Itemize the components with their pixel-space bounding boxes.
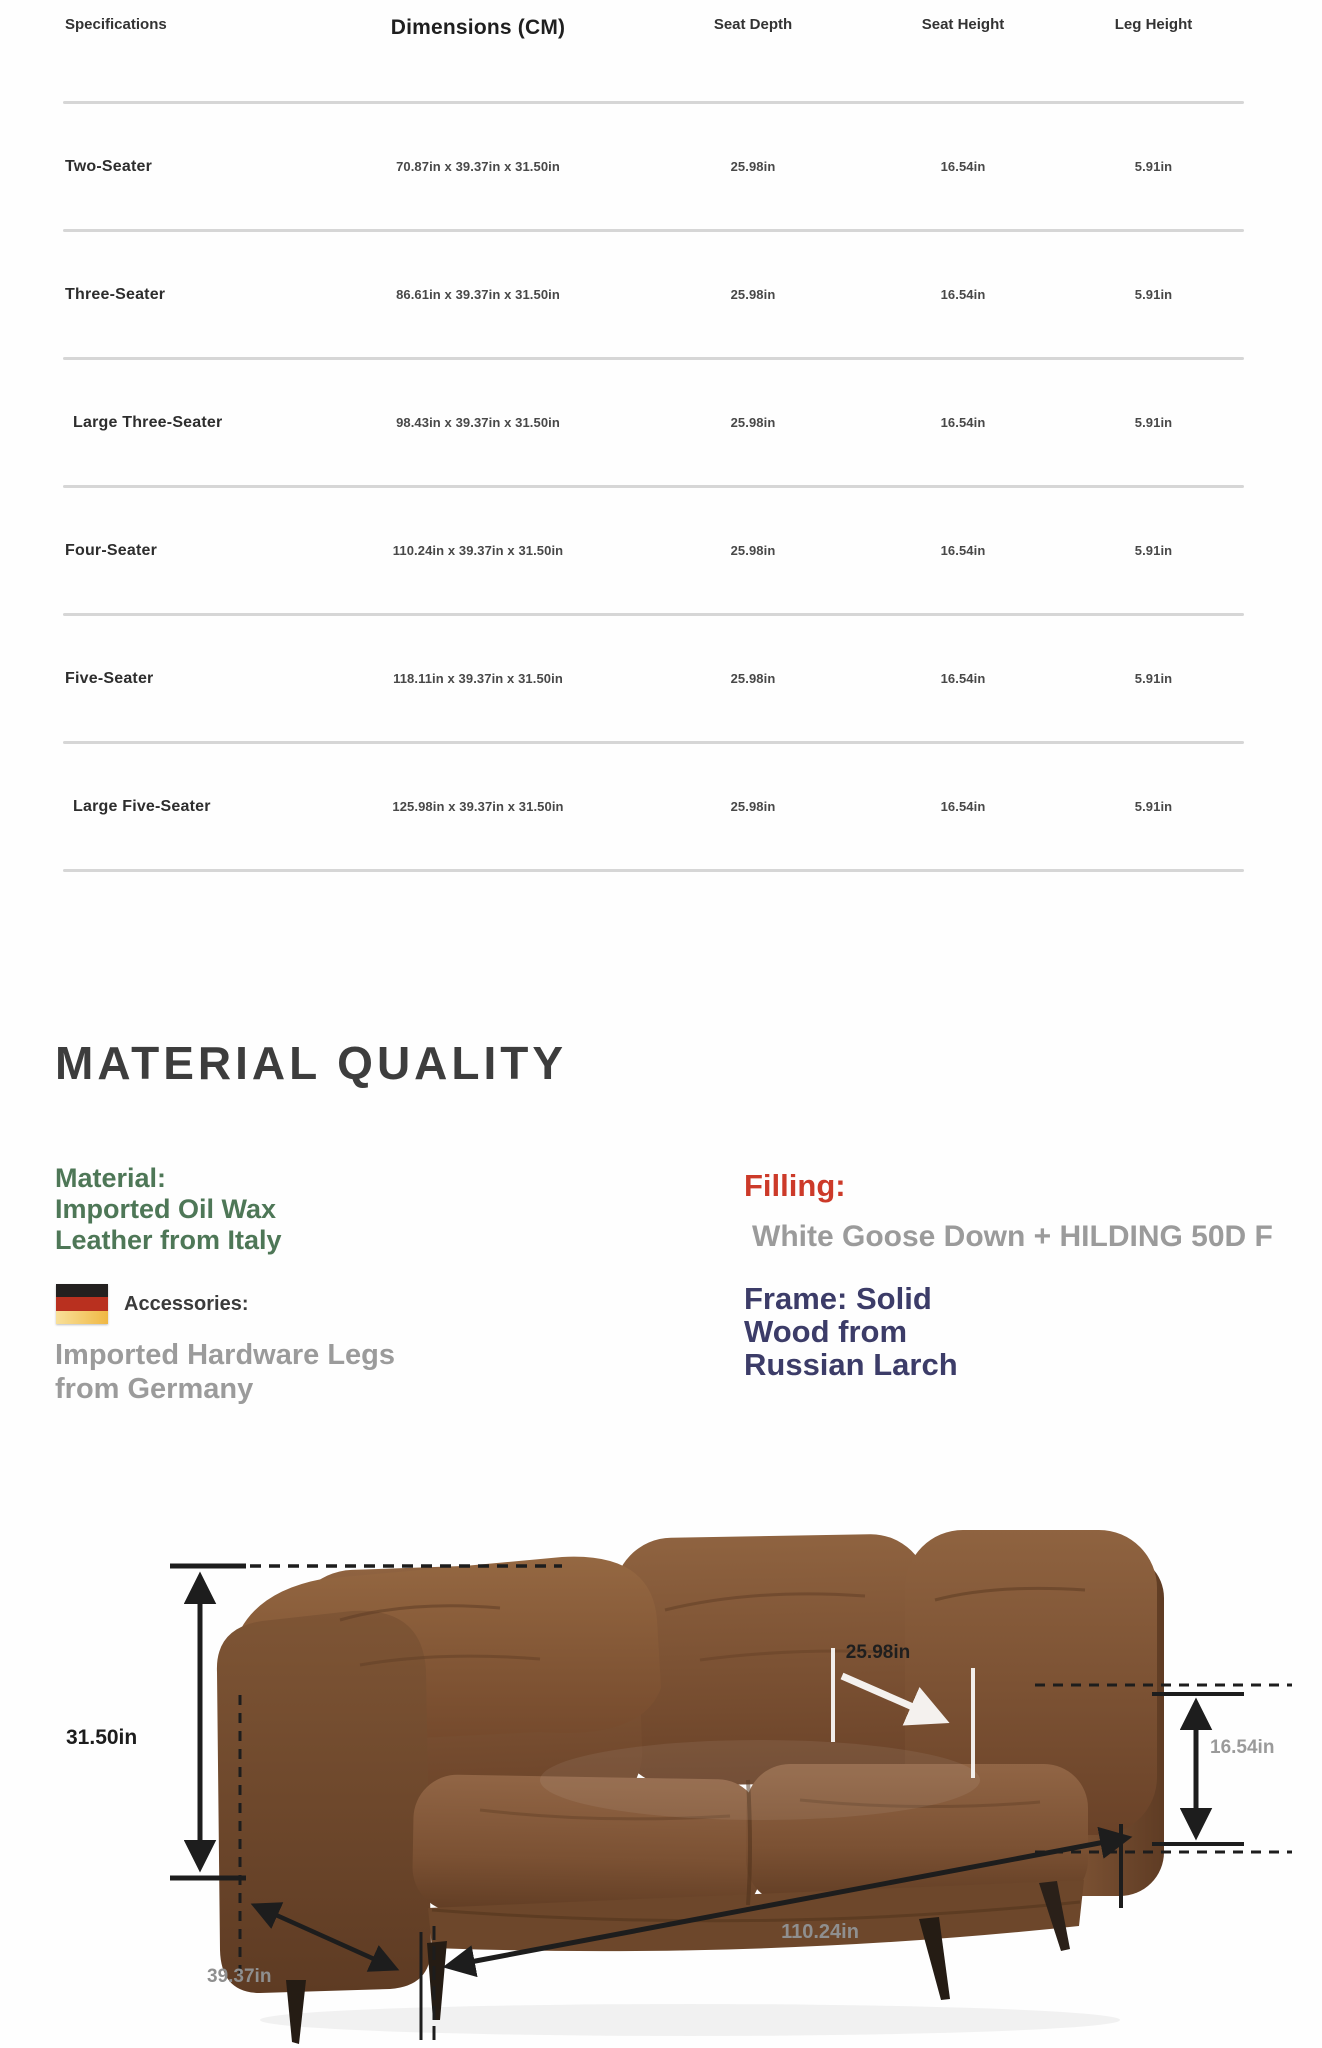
row-leg-height: 5.91in [1134,415,1173,430]
frame-line2: Wood from [744,1314,908,1349]
row-leg-height: 5.91in [1134,543,1173,558]
header-specifications: Specifications [65,16,167,33]
row-seat-depth: 25.98in [730,671,776,686]
filling-label: Filling: [744,1168,846,1203]
row-seat-depth: 25.98in [730,543,776,558]
frame-line3: Russian Larch [744,1347,958,1382]
accessories-line1: Imported Hardware Legs [55,1339,396,1371]
row-seat-height: 16.54in [940,799,986,814]
material-quality-title: MATERIAL QUALITY [55,1037,568,1089]
material-line2: Leather from Italy [55,1225,282,1255]
row-seat-depth: 25.98in [730,415,776,430]
table-row-three-seater [63,232,1244,357]
row-dimensions: 70.87in x 39.37in x 31.50in [396,159,560,174]
row-dimensions: 110.24in x 39.37in x 31.50in [392,543,564,558]
row-seat-height: 16.54in [940,415,986,430]
row-seat-height: 16.54in [940,543,986,558]
accessories-line2: from Germany [55,1373,254,1405]
header-leg-height: Leg Height [1114,16,1193,33]
row-leg-height: 5.91in [1134,671,1173,686]
row-dimensions: 98.43in x 39.37in x 31.50in [396,415,560,430]
table-row-two-seater [63,104,1244,229]
frame-block [744,1282,958,1381]
row-name: Large Five-Seater [73,797,211,815]
row-seat-height: 16.54in [940,671,986,686]
row-dimensions: 125.98in x 39.37in x 31.50in [392,799,564,814]
header-seat-depth: Seat Depth [713,16,793,33]
overall-height-label: 31.50in [66,1726,138,1749]
overall-depth-label: 39.37in [207,1966,272,1987]
table-row-five-seater [63,616,1244,741]
row-name: Three-Seater [65,285,166,303]
seat-height-label: 16.54in [1210,1737,1275,1758]
row-leg-height: 5.91in [1134,287,1173,302]
row-seat-depth: 25.98in [730,159,776,174]
material-label: Material: [55,1163,167,1193]
spec-table [63,0,1244,872]
seat-depth-label: 25.98in [845,1642,911,1663]
frame-line1: Frame: Solid [744,1281,932,1316]
accessories-label: Accessories: [124,1292,249,1315]
row-seat-depth: 25.98in [730,287,776,302]
row-name: Four-Seater [65,541,157,559]
row-leg-height: 5.91in [1134,799,1173,814]
row-name: Five-Seater [65,669,154,687]
accessories-row [56,1283,249,1325]
material-block [55,1163,282,1256]
material-line1: Imported Oil Wax [55,1194,277,1224]
header-dimensions: Dimensions (CM) [390,16,566,39]
germany-flag-icon [56,1284,108,1324]
row-dimensions: 86.61in x 39.37in x 31.50in [396,287,560,302]
row-dimensions: 118.11in x 39.37in x 31.50in [393,671,563,686]
row-seat-height: 16.54in [940,287,986,302]
header-seat-height: Seat Height [921,16,1005,33]
filling-value: White Goose Down + HILDING 50D F [752,1220,1273,1253]
table-row-large-five-seater [63,744,1244,869]
row-divider [63,869,1244,872]
spec-table-header-row [63,0,1244,101]
table-row-four-seater [63,488,1244,613]
row-seat-height: 16.54in [940,159,986,174]
row-seat-depth: 25.98in [730,799,776,814]
overall-width-label: 110.24in [781,1921,859,1943]
accessories-text [55,1338,395,1406]
sofa-dimension-diagram [0,1480,1322,2048]
table-row-large-three-seater [63,360,1244,485]
row-name: Two-Seater [65,157,153,175]
row-name: Large Three-Seater [73,413,223,431]
sofa-diagram-svg [0,1480,1322,2048]
sofa-image [217,1530,1164,2044]
row-leg-height: 5.91in [1134,159,1173,174]
